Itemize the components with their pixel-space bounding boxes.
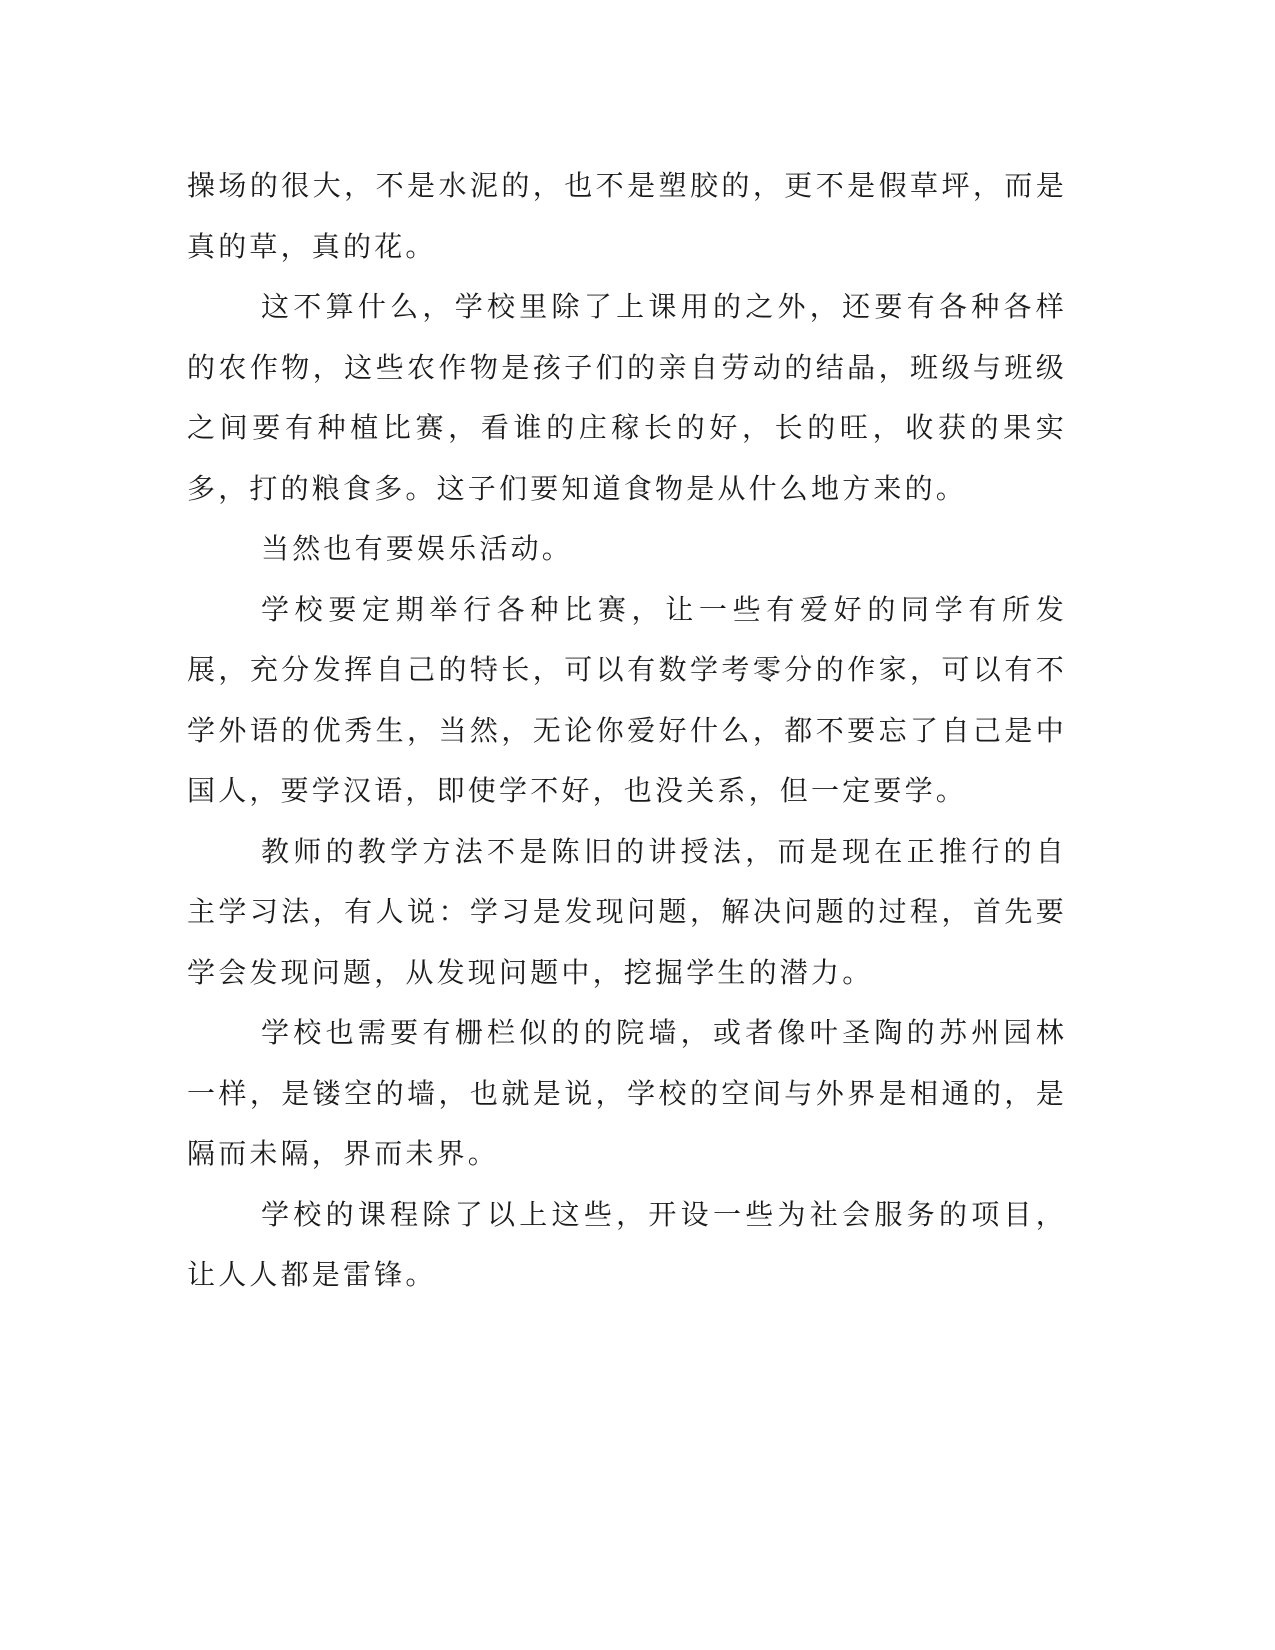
paragraph-6: 学校也需要有栅栏似的的院墙，或者像叶圣陶的苏州园林一样，是镂空的墙，也就是说，学校的空间与外界是相通的，是隔而未隔，界而未界。 (187, 1016, 1067, 1170)
paragraph-4: 学校要定期举行各种比赛，让一些有爱好的同学有所发展，充分发挥自己的特长，可以有数学考零分的作家，可以有不学外语的优秀生，当然，无论你爱好什么，都不要忘了自己是中国人，要学汉语，即使学不好，也没关系，但一定要学。 (187, 592, 1067, 807)
paragraph-7: 学校的课程除了以上这些，开设一些为社会服务的项目，让人人都是雷锋。 (187, 1197, 1067, 1291)
paragraph-2: 这不算什么，学校里除了上课用的之外，还要有各种各样的农作物，这些农作物是孩子们的亲自劳动的结晶，班级与班级之间要有种植比赛，看谁的庄稼长的好，长的旺，收获的果实多，打的粮食多。这子们要知道食物是从什么地方来的。 (187, 290, 1067, 505)
paragraph-1: 操场的很大，不是水泥的，也不是塑胶的，更不是假草坪，而是真的草，真的花。 (187, 169, 1067, 263)
body-text (187, 156, 1067, 1306)
paragraph-5: 教师的教学方法不是陈旧的讲授法，而是现在正推行的自主学习法，有人说：学习是发现问题，解决问题的过程，首先要学会发现问题，从发现问题中，挖掘学生的潜力。 (187, 834, 1067, 989)
paragraph-3: 当然也有要娱乐活动。 (261, 532, 574, 565)
